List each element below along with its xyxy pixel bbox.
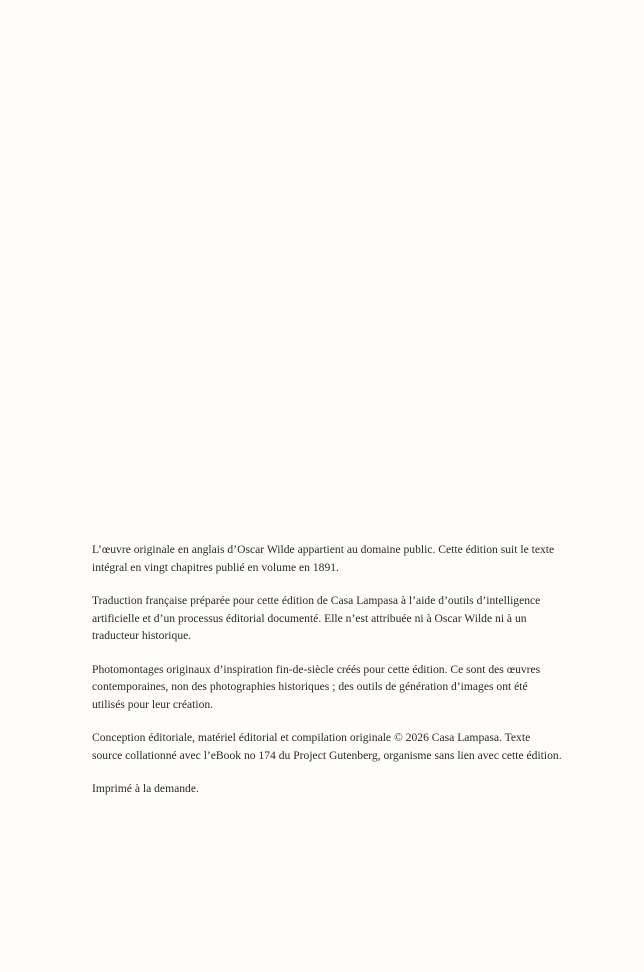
translation-paragraph: Traduction française préparée pour cette édition de Casa Lampasa à l’aide d’outils d’intelligence artificielle et d’un processus éditorial documenté. Elle n’est attribuée ni à Oscar Wilde ni à un traducteur historique. (92, 594, 541, 642)
photomontage-paragraph: Photomontages originaux d’inspiration fin-de-siècle créés pour cette édition. Ce sont des œuvres contemporaines, non des photographies historiques ; des outils de génération d’images ont été utilisés pour leur création. (92, 662, 541, 711)
public-domain-paragraph: L’œuvre originale en anglais d’Oscar Wilde appartient au domaine public. Cette édition suit le texte intégral en vingt chapitres publié en volume en 1891. (92, 543, 555, 574)
print-on-demand-paragraph: Imprimé à la demande. (92, 782, 199, 795)
copyright-notice (92, 541, 562, 798)
editorial-copyright-paragraph: Conception éditoriale, matériel éditorial et compilation originale © 2026 Casa Lampasa. Texte source collationné avec l’eBook no 174 du Project Gutenberg, organisme sans lien avec cette édition. (92, 731, 562, 762)
